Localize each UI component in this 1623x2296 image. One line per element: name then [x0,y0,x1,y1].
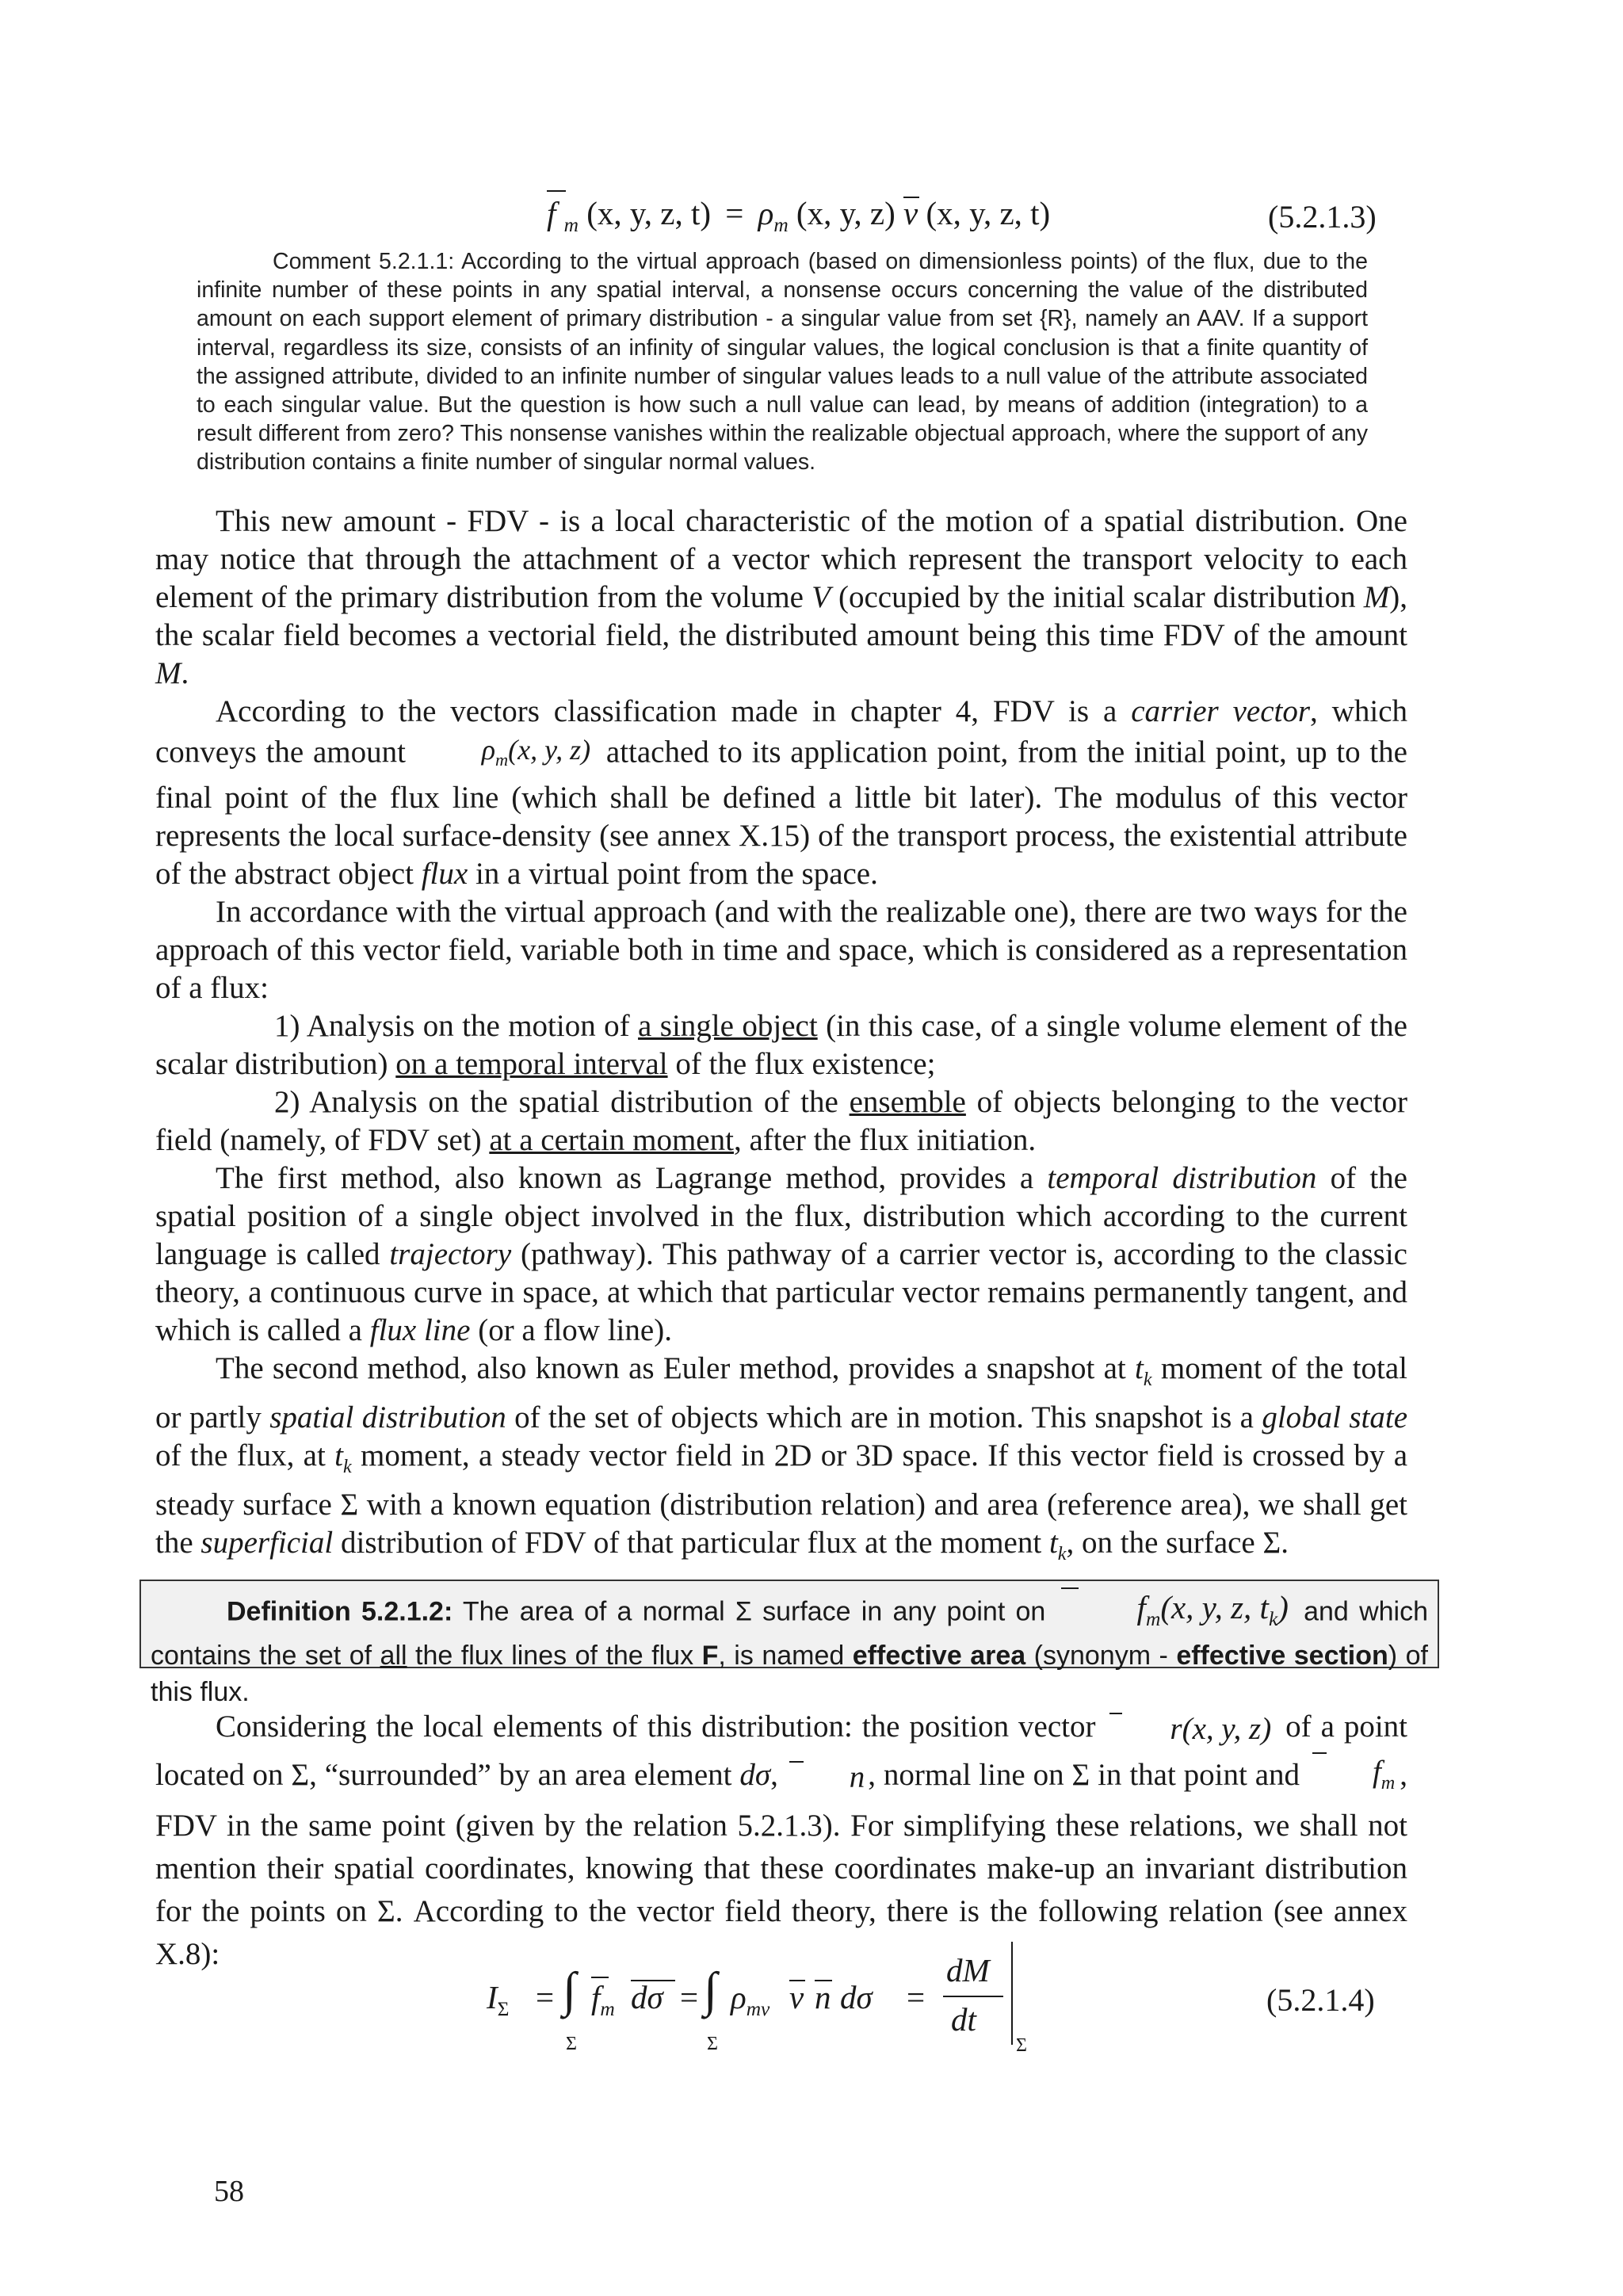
underlined-text: a single object [638,1009,818,1044]
comment-text: Comment 5.2.1.1: According to the virtual approach (based on dimensionless points) of the flux, due to the infinite number of these points in any spatial interval, a nonsense occurs concerning the value of the distributed amount on each support element of primary distribution - a singular value from set {R}, namely an AAV. If a support interval, regardless its size, consists of an infinity of singular values, the logical conclusion is that a finite quantity of the assigned attribute, divided to an infinite number of singular values leads to a null value of the attribute associated to each singular value. But the question is how such a null value can lead, by means of addition (integration) to a result different from zero? This nonsense vanishes within the realizable objectual approach, where the support of any distribution contains a finite number of singular normal values. [197,249,1368,476]
eq1-lhs: f [547,195,556,231]
text-run: The second method, also known as Euler method, provides a snapshot at [216,1351,1136,1386]
text-run: of the flux, at [155,1438,335,1473]
text-run: 2) Analysis on the spatial distribution of the [274,1085,850,1120]
subscript-m: m [1145,1608,1161,1631]
text-run: the flux lines of the flux [407,1641,702,1671]
vector-bar [631,1980,675,1981]
formula-args: (x, y, z) [508,734,591,766]
term-global-state: global state [1262,1400,1408,1435]
text-run: ) of this flux. [151,1641,1428,1708]
underlined-text: at a certain moment [489,1123,734,1158]
text-run: moment, a steady vector field in 2D or 3D space. If this vector field is crossed by a steady surface Σ with a known equation (distribution relation) and area (reference area), we shall get the [155,1438,1407,1560]
paragraph-local-elements [155,1706,1407,1976]
text-run: The first method, also known as Lagrange method, provides a [216,1161,1048,1196]
text-run: of a point located on Σ, “surrounded” by an area element [155,1710,1408,1792]
symbol-n: n [849,1759,865,1794]
text-run: of the flux existence; [667,1047,936,1082]
text-run: , on the surface Σ. [1066,1525,1289,1560]
text-run: ), the scalar field becomes a vectorial field, the distributed amount being this time FDV of the amount [155,580,1407,652]
body-text-lower [155,1706,1407,1976]
eq1-rho-sub: m [773,214,789,237]
text-run: in a virtual point from the space. [468,857,878,892]
symbol-M: M [155,656,181,690]
text-run: (in this case, of a single volume element of the scalar distribution) [155,1009,1407,1082]
equation-5-2-1-4 [487,1952,1041,2056]
eq2-n [815,1978,831,2016]
term-carrier-vector: carrier vector [1131,694,1311,728]
symbol-t: t [1048,1525,1058,1560]
symbol-f: f [1372,1755,1381,1790]
text-run: (occupied by the initial scalar distribution [830,580,1364,614]
text-run: (pathway). This pathway of a carrier vector is, according to the classic theory, a continuous curve in space, at which that particular vector remains permanently tangent, and which is called a [155,1237,1407,1348]
term-effective-area: effective area [852,1641,1026,1671]
text-run: , which conveys the amount [155,694,1408,770]
eq2-I [487,1978,509,2021]
eq1-lhs-args: (x, y, z, t) [586,195,711,231]
eq2-dsigma [631,1978,663,2016]
eq2-rho [731,1978,769,2021]
text-run: (synonym - [1025,1641,1177,1671]
vector-bar [1109,1713,1122,1714]
term-temporal-distribution: temporal distribution [1047,1161,1317,1196]
text-run: (or a flow line). [470,1313,672,1348]
text-run: attached to its application point, from the initial point, up to the final point of the flux line (which shall be defined a little bit later). The modulus of this vector represents the local surface-density (see annex X.15) of the transport process, the existential attribute of the abstract object [155,735,1407,892]
fraction-bar [943,1996,1003,1997]
text-run: Considering the local elements of this distribution: the position vector [216,1710,1106,1744]
subscript-mv: mv [746,1998,770,2021]
subscript-m: m [1381,1771,1396,1794]
inline-formula-fm [1061,1589,1289,1637]
vector-bar [789,1980,805,1981]
eq1-rho: ρ [758,195,774,231]
subscript-m: m [600,1998,615,2021]
text-run: , normal line on Σ in that point and [868,1757,1308,1792]
vector-bar [903,197,919,198]
text-run: , [770,1757,786,1792]
text-run: of objects belonging to the vector field (namely, of FDV set) [155,1085,1407,1158]
page-number: 58 [214,2175,244,2208]
evaluation-bar [1011,1942,1013,2045]
symbol-rho: ρ [731,1979,747,2015]
text-run: The area of a normal Σ surface in any point on [453,1596,1056,1627]
paragraph-fdv-local [155,502,1407,693]
subscript-k: k [1057,1542,1067,1564]
subscript-sigma: Σ [497,1998,510,2021]
eq1-equals: = [725,195,744,231]
eq2-equals-2: = [680,1979,699,2015]
inline-symbol-fm [1312,1751,1395,1805]
text-run: and which contains the set of [151,1596,1428,1671]
integral-sign: ∫ [563,1963,576,2017]
comment-5-2-1-1 [197,247,1368,477]
eq2-v [789,1978,804,2016]
term-spatial-distribution: spatial distribution [269,1400,506,1435]
underlined-text: ensemble [849,1085,966,1120]
text-run: This new amount - FDV - is a local characteristic of the motion of a spatial distribution. One may notice that through the attachment of a vector which represent the transport velocity to each element of the primary distribution from the volume [155,504,1407,614]
eq2-equals-3: = [907,1979,926,2015]
equation-5-2-1-3 [547,194,1050,237]
text-run: 1) Analysis on the motion of [274,1009,639,1044]
symbol-v: v [789,1979,804,2015]
vector-bar [547,190,566,192]
symbol-dsigma: dσ [631,1979,663,2015]
text-run: of the spatial position of a single object involved in the flux, distribution which according to the current language is called [155,1161,1407,1272]
integral-subscript: Σ [707,2034,718,2054]
paragraph-carrier-vector [155,693,1407,893]
fraction-denominator: dt [951,2001,976,2038]
symbol-rho: ρ [481,734,496,766]
text-run: moment of the total or partly [155,1351,1407,1435]
symbol-V: V [812,580,831,614]
subscript-k: k [1143,1368,1152,1390]
eq1-v-args: (x, y, z, t) [926,195,1051,231]
fraction-numerator: dM [946,1952,990,1988]
symbol-n: n [815,1979,831,2015]
underlined-text: on a temporal interval [395,1047,668,1082]
eq1-v: v [903,195,918,231]
subscript-m: m [495,750,509,770]
eq2-fm [591,1978,615,2021]
inline-formula-rho [422,731,590,779]
inline-symbol-n [789,1756,865,1799]
symbol-r: r [1170,1712,1182,1747]
paragraph-two-ways: In accordance with the virtual approach (and with the realizable one), there are two ways for the approach of this vector field, variable both in time and space, which is considered as a representation of a flux: [155,895,1407,1006]
equation-number-5-2-1-4: (5.2.1.4) [1266,1982,1375,2018]
equation-number-5-2-1-3: (5.2.1.3) [1268,199,1377,235]
subscript-k: k [1268,1608,1278,1631]
symbol-t: t [334,1438,343,1473]
definition-title: Definition 5.2.1.2: [227,1596,453,1627]
formula-args: (x, y, z, t [1160,1589,1269,1626]
integral-subscript: Σ [566,2034,577,2054]
symbol-t: t [1135,1351,1144,1386]
term-effective-section: effective section [1176,1641,1388,1671]
vector-bar [591,1977,609,1978]
eq1-rho-args: (x, y, z) [796,195,896,231]
symbol-I: I [487,1979,498,2015]
term-flux-line: flux line [369,1313,471,1348]
symbol-dsigma: dσ [739,1757,771,1792]
text-run: , is named [718,1641,853,1671]
body-text-upper [155,502,1407,1573]
symbol-dsigma: dσ [840,1979,873,2015]
symbol-F: F [701,1641,719,1671]
text-run: , FDV in the same point (given by the relation 5.2.1.3). For simplifying these relations, we shall not mention their spatial coordinates, knowing that these coordinates make-up an invariant distribution for the points on Σ. According to the vector field theory, there is the following relation (see annex X.8): [155,1757,1408,1971]
paragraph-euler [155,1350,1407,1572]
paragraph-lagrange [155,1159,1407,1350]
text-run: of the set of objects which are in motion. This snapshot is a [506,1400,1262,1435]
vector-bar [1061,1587,1079,1589]
eq2-equals-1: = [536,1979,555,2015]
eq1-lhs-sub: m [563,214,579,237]
underlined-text: all [380,1641,407,1671]
formula-args: ) [1277,1589,1289,1626]
formula-args: (x, y, z) [1182,1712,1272,1747]
text-run: , after the flux initiation. [733,1123,1037,1158]
text-run: distribution of FDV of that particular flux at the moment [333,1525,1049,1560]
inline-formula-r [1109,1708,1271,1751]
definition-box-5-2-1-2 [139,1580,1439,1708]
term-superficial: superficial [200,1525,334,1560]
vector-bar [1312,1752,1327,1754]
definition-text [151,1589,1428,1710]
list-item-2 [155,1083,1407,1159]
term-flux: flux [421,857,468,892]
text-run: . [181,656,189,690]
integral-sign: ∫ [704,1963,717,2017]
symbol-M: M [1363,580,1390,614]
term-trajectory: trajectory [389,1237,512,1272]
symbol-f: f [591,1979,601,2015]
vector-bar [815,1980,832,1981]
vector-bar [789,1761,804,1763]
evaluation-subscript: Σ [1016,2035,1027,2056]
subscript-k: k [343,1455,352,1477]
list-item-1 [155,1007,1407,1083]
symbol-f: f [1136,1589,1146,1626]
text-run: According to the vectors classification made in chapter 4, FDV is a [216,694,1132,728]
